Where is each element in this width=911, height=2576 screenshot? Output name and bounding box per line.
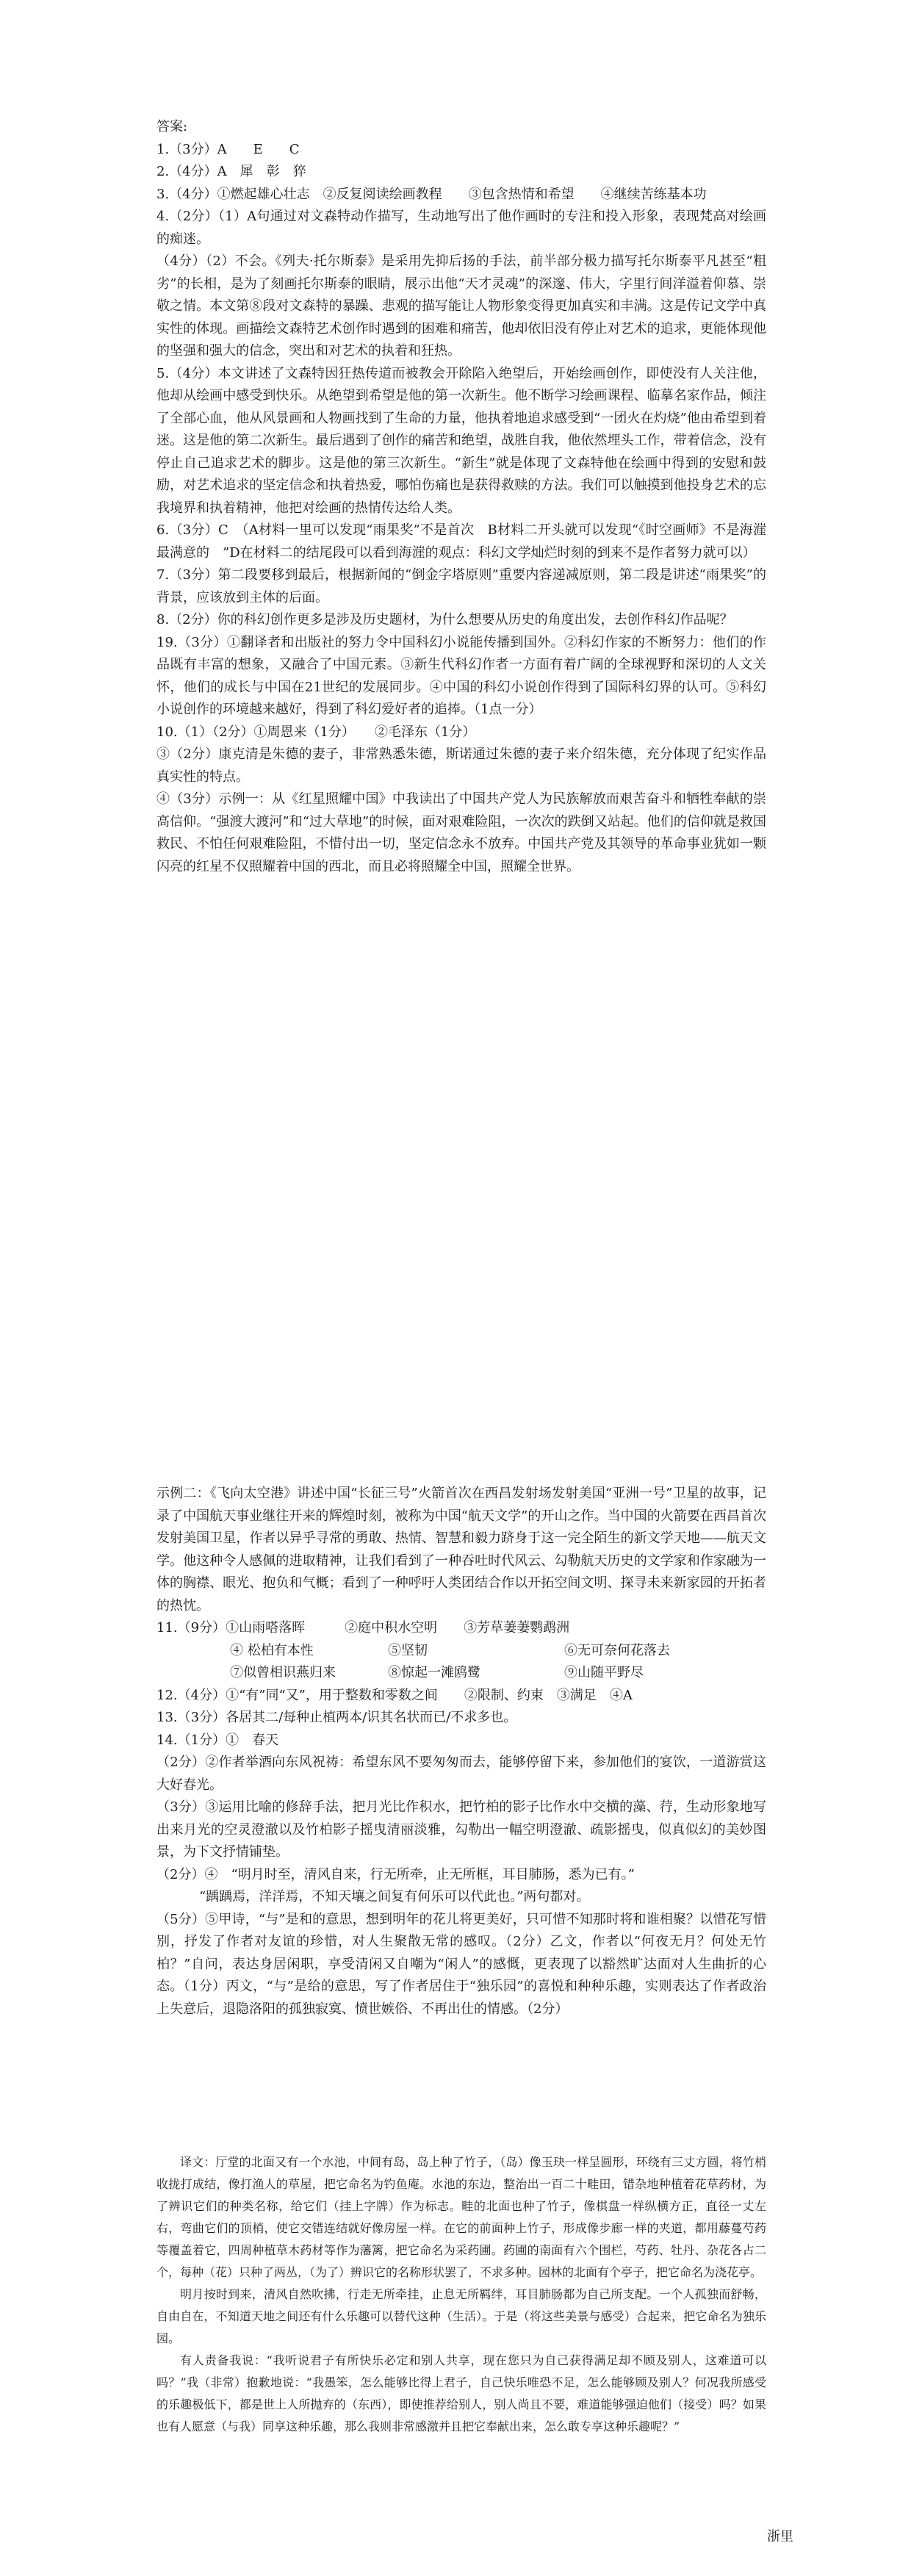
answer-11-item: ④ 松柏有本性 (230, 1642, 314, 1658)
answer-14-2: （2分）②作者举酒向东风祝祷：希望东风不要匆匆而去，能够停留下来，参加他们的宴饮，一道游赏这大好春光。 (156, 1755, 766, 1793)
answer-11-item: ⑧惊起一滩鸥鹭 (388, 1665, 480, 1680)
answer-10-1: 10.（1）（2分）①周恩来（1分） ②毛泽东（1分） (156, 724, 476, 740)
answer-11-item: ⑦似曾相识燕归来 (230, 1665, 336, 1680)
answer-14-5: （5分）⑤甲诗，“与”是和的意思，想到明年的花儿将更美好，只可惜不知那时将和谁相聚？以惜花写惜别，抒发了作者对友谊的珍惜，对人生聚散无常的感叹。（2分）乙文，作者以“何夜无月？何处无竹柏？”自问，表达身居闲职，享受清闲又自嘲为“闲人”的感慨，更表现了以豁然旷达面对人生曲折的心态。（1分）丙文，“与”是给的意思，写了作者居住于“独乐园”的喜悦和种种乐趣，实则表达了作者政治上失意后，退隐洛阳的孤独寂寞、愤世嫉俗、不再出仕的情感。（2分） (156, 1911, 766, 2017)
translation-paragraph-3: 有人责备我说：“我听说君子有所快乐必定和别人共享，现在您只为自己获得满足却不顾及别人，这难道可以吗？”我（非常）抱歉地说：“我愚笨，怎么能够比得上君子，自己快乐唯恐不足，怎么能够顾及别人？何况我所感受的乐趣极低下，都是世上人所抛弃的（东西），即使推荐给别人，别人尚且不要，难道能够强迫他们（接受）吗？如果也有人愿意（与我）同享这种乐趣，那么我则非常感激并且把它奉献出来，怎么敢专享这种乐趣呢？” (156, 2353, 766, 2433)
answer-4-2: （4分）（2）不会。《列夫·托尔斯泰》是采用先抑后扬的手法，前半部分极力描写托尔斯泰平凡甚至“粗劣”的长相，是为了刻画托尔斯泰的眼睛，展示出他“天才灵魂”的深邃、伟大，字里行间洋溢着仰慕、崇敬之情。本文第⑧段对文森特的暴躁、悲观的描写能让人物形象变得更加真实和丰满。这是传记文学中真实性的体现。画描绘文森特艺术创作时遇到的困难和痛苦，他却依旧没有停止对艺术的追求，更能体现他的坚强和强大的信念，突出和对艺术的执着和狂热。 (156, 253, 766, 359)
answer-12: 12.（4分）①“有”同“又”，用于整数和零数之间 ②限制、约束 ③满足 ④A (156, 1687, 633, 1703)
answer-7: 7.（3分）第二段要移到最后，根据新闻的“倒金字塔原则”重要内容递减原则，第二段是讲述“雨果奖”的背景，应该放到主体的后面。 (156, 567, 766, 605)
answer-10-4: ④（3分）示例一：从《红星照耀中国》中我读出了中国共产党人为民族解放而艰苦奋斗和牺牲奉献的崇高信仰。“强渡大渡河”和“过大草地”的时候，面对艰难险阻，一次次的跌倒又站起。他们的信仰就是救国救民、不怕任何艰难险阻，不惜付出一切，坚定信念永不放弃。中国共产党及其领导的革命事业犹如一颗闪亮的红星不仅照耀着中国的西北，而且必将照耀全中国，照耀全世界。 (156, 791, 766, 874)
answer-10-3: ③（2分）康克清是朱德的妻子，非常熟悉朱德，斯诺通过朱德的妻子来介绍朱德，充分体现了纪实作品真实性的特点。 (156, 746, 766, 785)
answer-section (156, 116, 766, 878)
answer-14-3: （3分）③运用比喻的修辞手法，把月光比作积水，把竹柏的影子比作水中交横的藻、荇，生动形象地写出来月光的空灵澄澈以及竹柏影子摇曳清丽淡雅，勾勒出一幅空明澄澈、疏影摇曳，似真似幻的美妙图景，为下文抒情铺垫。 (156, 1799, 766, 1860)
answer-11-item: ⑨山随平野尽 (564, 1665, 644, 1680)
example-2: 示例二：《飞向太空港》讲述中国“长征三号”火箭首次在西昌发射场发射美国“亚洲一号”卫星的故事，记录了中国航天事业继往开来的辉煌时刻，被称为中国“航天文学”的开山之作。当中国的火箭要在西昌首次发射美国卫星，作者以异乎寻常的勇敢、热情、智慧和毅力跻身于这一完全陌生的新文学天地——航天文学。他这种令人感佩的进取精神，让我们看到了一种吞吐时代风云、勾勒航天历史的文学家和作家融为一体的胸襟、眼光、抱负和气概；看到了一种呼吁人类团结合作以开拓空间文明、探寻未来新家园的开拓者的热忱。 (156, 1486, 766, 1613)
answer-5: 5.（4分）本文讲述了文森特因狂热传道而被教会开除陷入绝望后，开始绘画创作，即使没有人关注他，他却从绘画中感受到快乐。从绝望到希望是他的第一次新生。他不断学习绘画课程、临摹名家作品，倾注了全部心血，他从风景画和人物画找到了生命的力量，他执着地追求感受到“一团火在灼烧”他由希望到着迷。这是他的第二次新生。最后遇到了创作的痛苦和绝望，战胜自我，他依然埋头工作，带着信念，没有停止自己追求艺术的脚步。这是他的第三次新生。“新生”就是体现了文森特他在绘画中得到的安慰和鼓励，对艺术追求的坚定信念和执着热爱，哪怕伤痛也是获得救赎的方法。我们可以触摸到他投身艺术的忘我境界和执着精神，他把对绘画的热情传达给人类。 (156, 365, 766, 516)
answer-11: 11.（9分）①山雨嗒落晖 ②庭中积水空明 ③芳草萋萋鹦鹉洲 (156, 1620, 570, 1636)
answer-11-item: ⑥无可奈何花落去 (564, 1642, 670, 1658)
translation-paragraph-1: 译文：厅堂的北面又有一个水池，中间有岛，岛上种了竹子，（岛）像玉玦一样呈圆形，环绕有三丈方圆，将竹梢收拢打成结，像打渔人的草屋，把它命名为钓鱼庵。水池的东边，整治出一百二十畦田，错杂地种植着花草药材，为了辨识它们的种类名称，给它们（挂上字牌）作为标志。畦的北面也种了竹子，像棋盘一样纵横方正，直径一丈左右，弯曲它们的顶梢，使它交错连结就好像房屋一样。在它的前面种上竹子，形成像步廊一样的夹道，都用藤蔓芍药等覆盖着它，四周种植草木药材等作为藩篱，把它命名为采药圃。药圃的南面有六个围栏，芍药、牡丹、杂花各占二个，每种（花）只种了两丛，（为了）辨识它的名称形状罢了，不求多种。园林的北面有个亭子，把它命名为浇花亭。 (156, 2155, 766, 2279)
answer-3: 3.（4分）①燃起雄心壮志 ②反复阅读绘画教程 ③包含热情和希望 ④继续苦练基本功 (156, 186, 707, 202)
answer-14-4: （2分）④ “明月时至，清风自来，行无所牵，止无所框，耳目肺肠，悉为已有。” (156, 1866, 635, 1882)
answer-section-2 (156, 1483, 766, 2021)
answers-heading: 答案: (156, 119, 188, 134)
answer-13: 13.（3分）各居其二/每种止植两本/识其名状而已/不求多也。 (156, 1710, 517, 1725)
answer-1: 1.（3分）A E C (156, 141, 300, 157)
answer-8: 8.（2分）你的科幻创作更多是涉及历史题材，为什么想要从历史的角度出发，去创作科幻作品呢？ (156, 612, 733, 627)
answer-11-item: ⑤坚韧 (388, 1642, 428, 1658)
translation-paragraph-2: 明月按时到来，清风自然吹拂，行走无所牵挂，止息无所羁绊，耳目肺肠都为自己所支配。一个人孤独而舒畅，自由自在，不知道天地之间还有什么乐趣可以替代这种（生活）。于是（将这些美景与感受）合起来，把它命名为独乐园。 (156, 2287, 766, 2345)
page-footer: 浙里 (767, 2529, 793, 2544)
answer-19: 19.（3分）①翻译者和出版社的努力令中国科幻小说能传播到国外。②科幻作家的不断努力：他们的作品既有丰富的想象，又融合了中国元素。③新生代科幻作者一方面有着广阔的全球视野和深切的人文关怀，他们的成长与中国在21世纪的发展同步。④中国的科幻小说创作得到了国际科幻界的认可。⑤科幻小说创作的环境越来越好，得到了科幻爱好者的追捧。（1点一分） (156, 634, 766, 717)
answer-14-1: 14.（1分）① 春天 (156, 1732, 279, 1748)
translation-section (156, 2151, 766, 2438)
answer-14-4-cont: “踽踽焉，洋洋焉，不知天壤之间复有何乐可以代此也。”两句都对。 (199, 1889, 590, 1904)
answer-6: 6.（3分）C （A材料一里可以发现“雨果奖”不是首次 B材料二开头就可以发现“《时空画师》不是海漄最满意的 ”D在材料二的结尾段可以看到海漄的观点：科幻文学灿烂时刻的到来不是作者努力就可以） (156, 522, 766, 561)
answer-11-row-3 (156, 1662, 766, 1685)
answer-2: 2.（4分）A 犀 彰 猝 (156, 164, 306, 179)
answer-4-1: 4.（2分）（1）A句通过对文森特动作描写，生动地写出了他作画时的专注和投入形象，表现梵高对绘画的痴迷。 (156, 209, 766, 247)
answer-11-row-2 (156, 1640, 766, 1663)
